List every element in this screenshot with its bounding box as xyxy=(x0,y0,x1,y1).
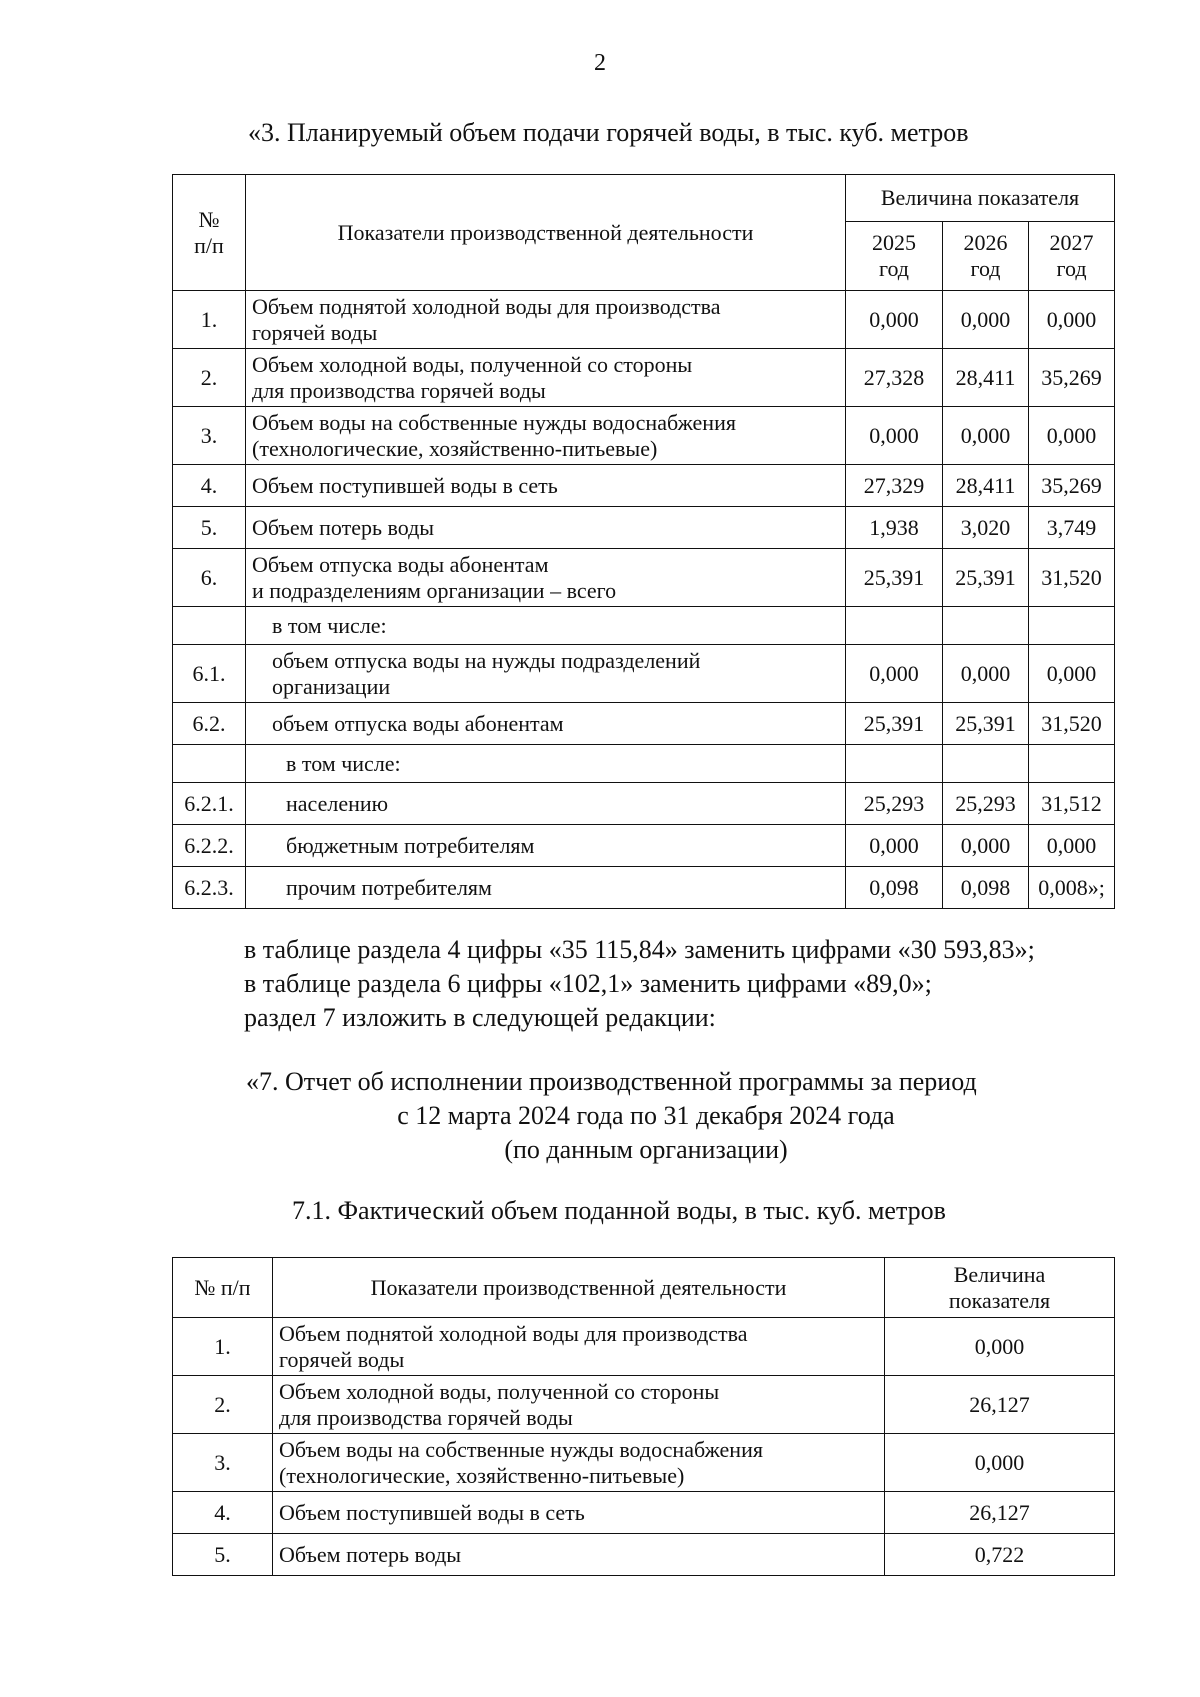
table3-row-value-2027: 0,000 xyxy=(1029,825,1115,867)
table3-row xyxy=(173,507,1115,549)
table3-row xyxy=(173,745,1115,783)
table3-row-value-2025: 1,938 xyxy=(846,507,943,549)
table3-row-value-2027: 0,000 xyxy=(1029,645,1115,703)
table3-row-label: Объем воды на собственные нужды водоснабжения (технологические, хозяйственно-питьевые) xyxy=(246,407,846,465)
table3-row-value-2026 xyxy=(943,607,1029,645)
table71-row-num: 2. xyxy=(173,1376,273,1434)
table71-row xyxy=(173,1376,1115,1434)
table3-row-value-2027: 0,008»; xyxy=(1029,867,1115,909)
table71-row-label: Объем поднятой холодной воды для производства горячей воды xyxy=(273,1318,885,1376)
table3-row xyxy=(173,549,1115,607)
table3-header-year-2027: 2027 год xyxy=(1029,222,1115,291)
table3-row-value-2026: 28,411 xyxy=(943,349,1029,407)
table3-row xyxy=(173,825,1115,867)
table3-title: «3. Планируемый объем подачи горячей воды, в тыс. куб. метров xyxy=(248,118,969,147)
table71-row-value: 26,127 xyxy=(885,1376,1115,1434)
table71-row xyxy=(173,1492,1115,1534)
table71-row-num: 5. xyxy=(173,1534,273,1576)
amendment-line-3: раздел 7 изложить в следующей редакции: xyxy=(244,1003,716,1032)
section7-title-line-1: «7. Отчет об исполнении производственной программы за период xyxy=(246,1067,977,1096)
table3-row-value-2026: 28,411 xyxy=(943,465,1029,507)
table3-row-label: Объем потерь воды xyxy=(246,507,846,549)
table3-row-num xyxy=(173,607,246,645)
table71-row-num: 3. xyxy=(173,1434,273,1492)
table3-row-num: 3. xyxy=(173,407,246,465)
table3-row-num: 6.1. xyxy=(173,645,246,703)
table71-header-value: Величина показателя xyxy=(885,1258,1115,1318)
table3-row-value-2026 xyxy=(943,745,1029,783)
table3-row-num: 6.2.3. xyxy=(173,867,246,909)
table71-row-value: 0,000 xyxy=(885,1318,1115,1376)
table3-row-num: 4. xyxy=(173,465,246,507)
table71-row xyxy=(173,1318,1115,1376)
table71-row-label: Объем потерь воды xyxy=(273,1534,885,1576)
table3-row-label: Объем поступившей воды в сеть xyxy=(246,465,846,507)
table71-header-num: № п/п xyxy=(173,1258,273,1318)
table3-row xyxy=(173,291,1115,349)
table3-row-label: Объем холодной воды, полученной со стороны для производства горячей воды xyxy=(246,349,846,407)
table3-row-value-2027 xyxy=(1029,607,1115,645)
table71-row-label: Объем холодной воды, полученной со стороны для производства горячей воды xyxy=(273,1376,885,1434)
table3-row-value-2025: 0,000 xyxy=(846,645,943,703)
amendment-paragraph xyxy=(244,933,1035,1035)
table3-row-value-2027 xyxy=(1029,745,1115,783)
table3-row-value-2027: 0,000 xyxy=(1029,407,1115,465)
table71-row-num: 1. xyxy=(173,1318,273,1376)
table3-row-value-2026: 0,000 xyxy=(943,407,1029,465)
table3-row-value-2025 xyxy=(846,745,943,783)
table3-row-value-2027: 35,269 xyxy=(1029,349,1115,407)
table3-row-value-2025: 25,391 xyxy=(846,549,943,607)
table3-row-value-2025: 27,328 xyxy=(846,349,943,407)
table3-row xyxy=(173,703,1115,745)
table3-header-indicator: Показатели производственной деятельности xyxy=(246,175,846,291)
table3-row-num: 6.2. xyxy=(173,703,246,745)
table3-row xyxy=(173,465,1115,507)
table3-row-label: объем отпуска воды на нужды подразделений организации xyxy=(246,645,846,703)
table3-row-value-2027: 31,520 xyxy=(1029,703,1115,745)
table3-row-value-2025: 0,000 xyxy=(846,291,943,349)
table3-row xyxy=(173,607,1115,645)
table3-header-year-2026: 2026 год xyxy=(943,222,1029,291)
table3-row-value-2027: 31,520 xyxy=(1029,549,1115,607)
table3-row-value-2026: 0,098 xyxy=(943,867,1029,909)
table3-row-value-2025: 0,098 xyxy=(846,867,943,909)
table3-row-num: 5. xyxy=(173,507,246,549)
table3-row-value-2027: 31,512 xyxy=(1029,783,1115,825)
table3-row xyxy=(173,407,1115,465)
table3-row-value-2026: 25,293 xyxy=(943,783,1029,825)
page-number: 2 xyxy=(594,50,606,76)
table3-row-label: населению xyxy=(246,783,846,825)
table71-row-value: 0,722 xyxy=(885,1534,1115,1576)
table3-row-value-2026: 0,000 xyxy=(943,825,1029,867)
table3-header-value: Величина показателя xyxy=(846,175,1115,222)
table71-header-indicator: Показатели производственной деятельности xyxy=(273,1258,885,1318)
table3-row-value-2026: 0,000 xyxy=(943,291,1029,349)
table3-row xyxy=(173,645,1115,703)
table3-row-value-2026: 3,020 xyxy=(943,507,1029,549)
table3-row-value-2025: 0,000 xyxy=(846,825,943,867)
table3-row xyxy=(173,349,1115,407)
table71-title: 7.1. Фактический объем поданной воды, в тыс. куб. метров xyxy=(292,1196,946,1225)
table3-row-value-2027: 35,269 xyxy=(1029,465,1115,507)
table3-row-value-2026: 25,391 xyxy=(943,549,1029,607)
table3-row-label: в том числе: xyxy=(246,607,846,645)
table3-row-label: прочим потребителям xyxy=(246,867,846,909)
table3-row-num: 6. xyxy=(173,549,246,607)
table71-row-label: Объем воды на собственные нужды водоснабжения (технологические, хозяйственно-питьевые) xyxy=(273,1434,885,1492)
table3-row-value-2025: 25,391 xyxy=(846,703,943,745)
amendment-line-1: в таблице раздела 4 цифры «35 115,84» заменить цифрами «30 593,83»; xyxy=(244,935,1035,964)
table3-row xyxy=(173,783,1115,825)
table3-row xyxy=(173,867,1115,909)
table3-row-label: Объем поднятой холодной воды для производства горячей воды xyxy=(246,291,846,349)
table71-row-label: Объем поступившей воды в сеть xyxy=(273,1492,885,1534)
table3-row-value-2025 xyxy=(846,607,943,645)
section7-title xyxy=(246,1065,1046,1167)
table71-row xyxy=(173,1434,1115,1492)
table3-row-label: Объем отпуска воды абонентам и подразделениям организации – всего xyxy=(246,549,846,607)
table71 xyxy=(172,1257,1115,1576)
table3-row-num: 1. xyxy=(173,291,246,349)
table71-row xyxy=(173,1534,1115,1576)
table3-row-num: 2. xyxy=(173,349,246,407)
table3-row-value-2026: 0,000 xyxy=(943,645,1029,703)
table3-row-label: бюджетным потребителям xyxy=(246,825,846,867)
section7-title-line-2: с 12 марта 2024 года по 31 декабря 2024 года xyxy=(397,1101,895,1130)
table3-row-value-2025: 25,293 xyxy=(846,783,943,825)
section7-title-line-3: (по данным организации) xyxy=(504,1135,788,1164)
table3-row-num: 6.2.1. xyxy=(173,783,246,825)
table3-header-year-2025: 2025 год xyxy=(846,222,943,291)
table71-row-num: 4. xyxy=(173,1492,273,1534)
amendment-line-2: в таблице раздела 6 цифры «102,1» заменить цифрами «89,0»; xyxy=(244,969,932,998)
table3-row-value-2025: 27,329 xyxy=(846,465,943,507)
table3-row-label: объем отпуска воды абонентам xyxy=(246,703,846,745)
table71-row-value: 0,000 xyxy=(885,1434,1115,1492)
table3-header-num: № п/п xyxy=(173,175,246,291)
table71-row-value: 26,127 xyxy=(885,1492,1115,1534)
table3-row-value-2025: 0,000 xyxy=(846,407,943,465)
table3-row-label: в том числе: xyxy=(246,745,846,783)
table3-row-num xyxy=(173,745,246,783)
table3-row-num: 6.2.2. xyxy=(173,825,246,867)
table3-row-value-2027: 3,749 xyxy=(1029,507,1115,549)
table3 xyxy=(172,174,1115,909)
table3-row-value-2026: 25,391 xyxy=(943,703,1029,745)
table3-row-value-2027: 0,000 xyxy=(1029,291,1115,349)
